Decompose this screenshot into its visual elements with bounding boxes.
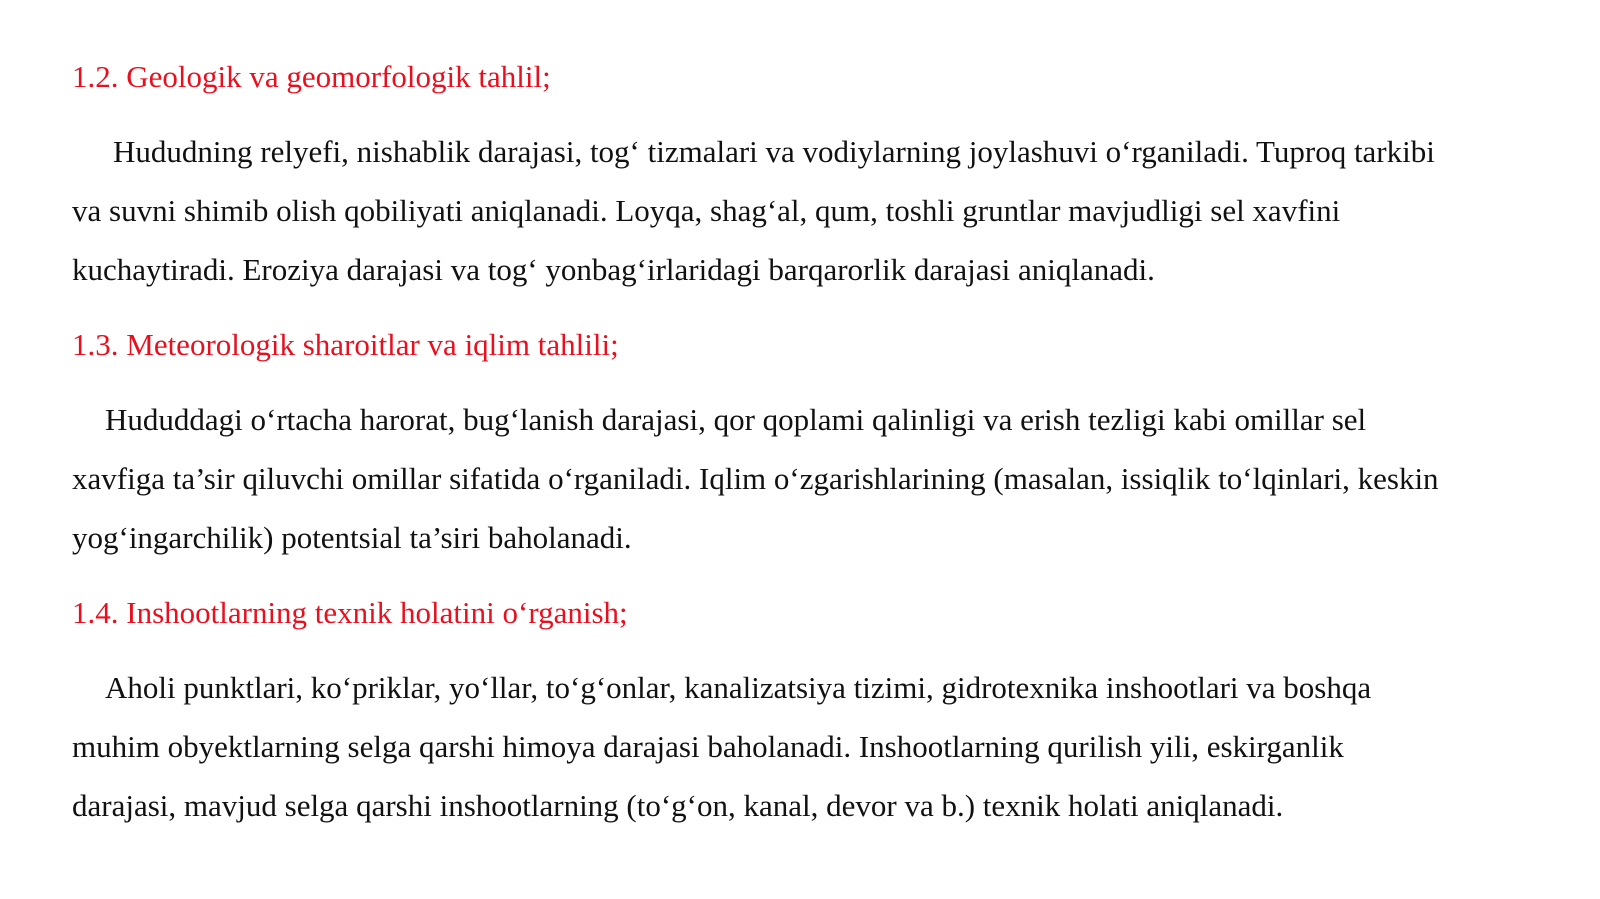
section-heading-structures: 1.4. Inshootlarning texnik holatini o‘rganish; <box>72 595 628 630</box>
paragraph-line: xavfiga ta’sir qiluvchi omillar sifatida o‘rganiladi. Iqlim o‘zgarishlarining (masalan, issiqlik to‘lqinlari, keskin <box>72 461 1439 496</box>
paragraph-line: muhim obyektlarning selga qarshi himoya darajasi baholanadi. Inshootlarning qurilish yili, eskirganlik <box>72 729 1344 764</box>
paragraph-line: darajasi, mavjud selga qarshi inshootlarning (to‘g‘on, kanal, devor va b.) texnik holati aniqlanadi. <box>72 788 1284 823</box>
paragraph-line: Aholi punktlari, ko‘priklar, yo‘llar, to‘g‘onlar, kanalizatsiya tizimi, gidrotexnika inshootlari va boshqa <box>105 670 1372 705</box>
paragraph-line: yog‘ingarchilik) potentsial ta’siri baholanadi. <box>72 520 632 555</box>
paragraph-line: Hududdagi o‘rtacha harorat, bug‘lanish darajasi, qor qoplami qalinligi va erish tezligi kabi omillar sel <box>105 402 1367 437</box>
section-heading-geology: 1.2. Geologik va geomorfologik tahlil; <box>72 59 551 94</box>
paragraph-line: Hududning relyefi, nishablik darajasi, tog‘ tizmalari va vodiylarning joylashuvi o‘rganiladi. Tuproq tarkibi <box>113 134 1435 169</box>
paragraph-line: va suvni shimib olish qobiliyati aniqlanadi. Loyqa, shag‘al, qum, toshli gruntlar mavjudligi sel xavfini <box>72 193 1341 228</box>
section-heading-meteorology: 1.3. Meteorologik sharoitlar va iqlim tahlili; <box>72 327 619 362</box>
paragraph-line: kuchaytiradi. Eroziya darajasi va tog‘ yonbag‘irlaridagi barqarorlik darajasi aniqlanadi. <box>72 252 1155 287</box>
